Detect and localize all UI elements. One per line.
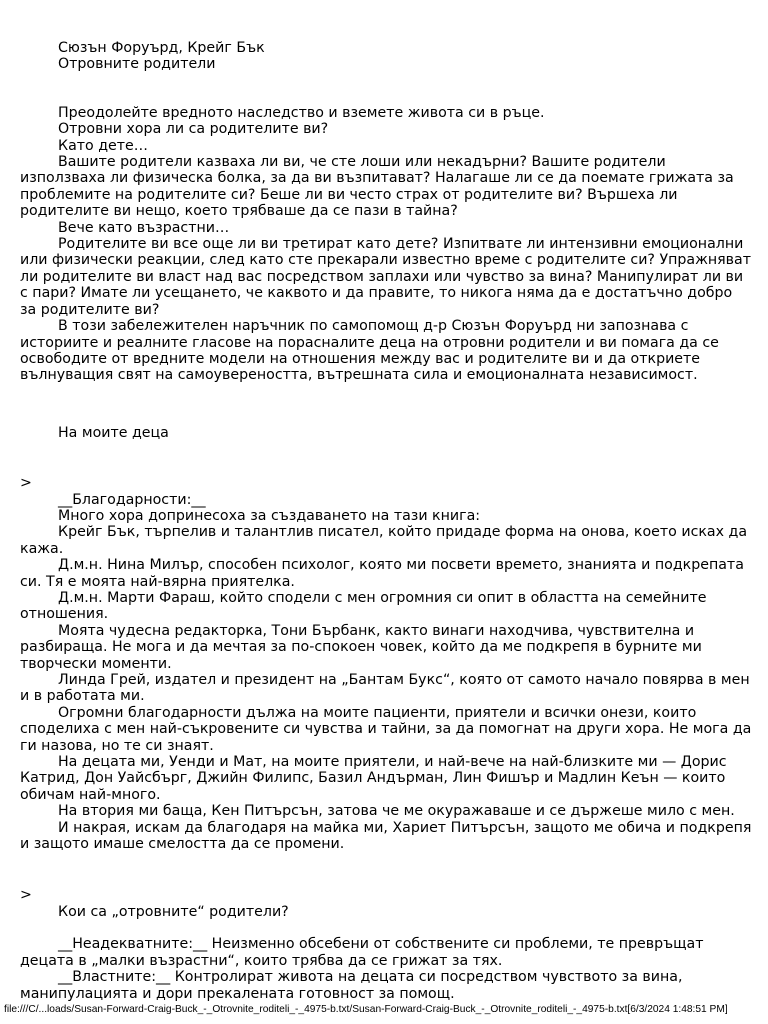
acknowledgements-paragraph: Д.м.н. Марти Фараш, който сподели с мен огромния си опит в областта на семейните отношения. [20,589,707,623]
acknowledgements-paragraph: Моята чудесна редакторка, Тони Бърбанк, както винаги находчива, чувствителна и разбираща. Не мога и да мечтая за по-спокоен човек, който да ме подкрепя в бурните ми творчески моменти. [20,622,702,672]
document-body [20,40,752,1002]
acknowledgements-paragraph: На децата ми, Уенди и Мат, на моите приятели, и най-вече на най-близките ми — Дорис Катрид, Дон Уайсбърг, Джийн Филипс, Базил Андърман, Лин Фишър и Мадлин Кеън — които обичам най-много. [20,754,727,803]
intro-paragraph: Отровни хора ли са родителите ви? [58,121,329,138]
dedication: На моите деца [58,424,169,441]
spacer [20,920,752,936]
file-path-footer: file:///C/...loads/Susan-Forward-Craig-Buck_-_Otrovnite_roditeli_-_4975-b.txt/Susan-Forward-Craig-Buck_-_Otrovnite_roditeli_-_4975-b.txt[6/3/2024 1:48:51 PM] [4,1004,728,1015]
spacer [20,384,752,425]
book-authors: Сюзън Форуърд, Крейг Бък [58,40,265,56]
intro-paragraph: В този забележителен наръчник по самопомощ д-р Сюзън Форуърд ни запознава с историите и реалните гласове на порасналите деца на отровни родители и ви помага да се освободите от вредните модели на отношения между вас и родителите ви и да откриете вълнуващия свят на самоувереността, вътрешната сила и емоционалната независимост. [20,318,719,384]
intro-paragraph: Родителите ви все още ли ви третират като дете? Изпитвате ли интензивни емоционални или физически реакции, след като сте прекарали известно време с родителите си? Упражняват ли родителите ви власт над вас посредством заплахи или чувство за вина? Манипулират ли ви с пари? Имате ли усещането, че каквото и да правите, то никога няма да е достатъчно добро за родителите ви? [20,236,751,318]
intro-paragraph: Вашите родители казваха ли ви, че сте лоши или некадърни? Вашите родители използваха ли физическа болка, за да ви възпитават? Налагаше ли се да поемате грижата за проблемите на родителите си? Беше ли ви често страх от родителите ви? Вършеха ли родителите ви нещо, което трябваше да се пази в тайна? [20,154,734,220]
intro-paragraph: Вече като възрастни… [58,219,230,236]
acknowledgements-paragraph: И накрая, искам да благодаря на майка ми, Хариет Питърсън, защото ме обича и подкрепя и защото имаше смелостта да се промени. [20,819,752,853]
intro-paragraph: Като дете… [58,137,148,154]
chapter-paragraph: __Неадекватните:__ Неизменно обсебени от собствените си проблеми, те превръщат децата в „малки възрастни“, които трябва да се грижат за тях. [20,936,704,969]
intro-paragraph: Преодолейте вредното наследство и вземете живота си в ръце. [58,104,545,121]
acknowledgements-heading: __Благодарности:__ [58,491,206,508]
acknowledgements-paragraph: Линда Грей, издател и президент на „Бантам Букс“, която от самото начало повярва в мен и в работата ми. [20,672,750,705]
acknowledgements-paragraph: На втория ми баща, Кен Питърсън, затова че ме окуражаваше и се държеше мило с мен. [58,803,735,820]
acknowledgements-paragraph: Огромни благодарности дължа на моите пациенти, приятели и всички онези, които споделиха с мен най-съкровените си чувства и тайни, за да помогнат на други хора. Не мога да ги назова, но те си знаят. [20,704,752,754]
acknowledgements-paragraph: Крейг Бък, търпелив и талантлив писател, който придаде форма на онова, което исках да кажа. [20,524,748,557]
acknowledgements-paragraph: Д.м.н. Нина Милър, способен психолог, която ми посвети времето, знанията и подкрепата си. Тя е моята най-вярна приятелка. [20,557,744,590]
acknowledgements-paragraph: Много хора допринесоха за създаването на тази книга: [58,507,481,524]
spacer [20,852,752,887]
spacer [20,73,752,105]
section-marker: > [20,887,32,904]
chapter-title: Кои са „отровните“ родители? [58,903,289,920]
chapter-paragraph: __Властните:__ Контролират живота на децата си посредством чувството за вина, манипулацията и дори прекалената готовност за помощ. [20,969,683,1002]
book-title: Отровните родители [58,56,216,73]
spacer [20,441,752,475]
section-marker: > [20,475,32,492]
